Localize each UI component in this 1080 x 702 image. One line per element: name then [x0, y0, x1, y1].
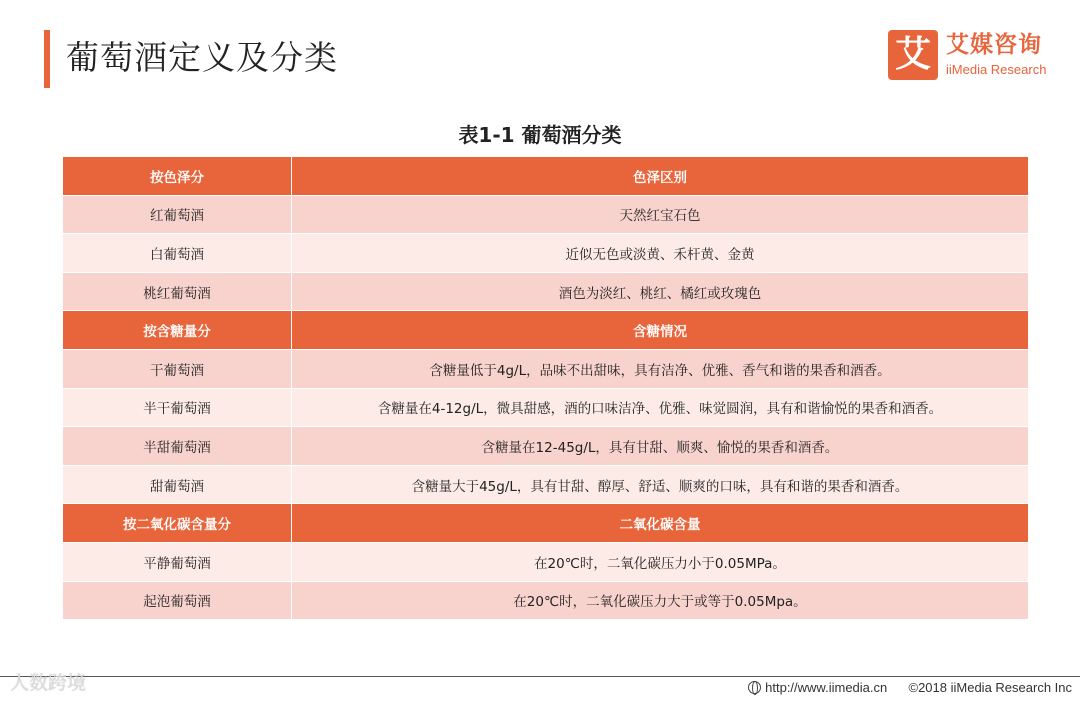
- page-title: 葡萄酒定义及分类: [66, 38, 338, 77]
- section-header-cell: 色泽区别: [292, 157, 1028, 196]
- description-cell: 含糖量在12-45g/L，具有甘甜、顺爽、愉悦的果香和酒香。: [292, 427, 1028, 466]
- section-header-cell: 二氧化碳含量: [292, 504, 1028, 543]
- wine-type-cell: 桃红葡萄酒: [63, 273, 292, 312]
- section-header-row: [63, 157, 1028, 196]
- table-row: [63, 273, 1028, 312]
- wine-type-cell: 平静葡萄酒: [63, 543, 292, 582]
- description-cell: 天然红宝石色: [292, 196, 1028, 235]
- logo-mark-icon: 艾: [888, 30, 938, 80]
- footer: [748, 678, 1072, 698]
- logo-chinese-name: 艾媒咨询: [946, 32, 1042, 58]
- description-cell: 近似无色或淡黄、禾杆黄、金黄: [292, 234, 1028, 273]
- footer-divider: [0, 676, 1080, 677]
- table-row: [63, 427, 1028, 466]
- table-row: [63, 466, 1028, 505]
- description-cell: 含糖量在4-12g/L，微具甜感，酒的口味洁净、优雅、味觉圆润，具有和谐愉悦的果香和酒香。: [292, 389, 1028, 428]
- section-header-cell: 含糖情况: [292, 311, 1028, 350]
- description-cell: 含糖量低于4g/L，品味不出甜味，具有洁净、优雅、香气和谐的果香和酒香。: [292, 350, 1028, 389]
- description-cell: 含糖量大于45g/L，具有甘甜、醇厚、舒适、顺爽的口味，具有和谐的果香和酒香。: [292, 466, 1028, 505]
- iimedia-logo: [888, 30, 1068, 84]
- table-caption: 表1-1 葡萄酒分类: [458, 123, 622, 147]
- wine-type-cell: 起泡葡萄酒: [63, 582, 292, 621]
- footer-url[interactable]: http://www.iimedia.cn: [765, 680, 888, 695]
- wine-type-cell: 红葡萄酒: [63, 196, 292, 235]
- section-header-row: [63, 504, 1028, 543]
- table-row: [63, 234, 1028, 273]
- table-row: [63, 350, 1028, 389]
- section-header-cell: 按二氧化碳含量分: [63, 504, 292, 543]
- section-header-cell: 按含糖量分: [63, 311, 292, 350]
- wine-type-cell: 白葡萄酒: [63, 234, 292, 273]
- globe-icon: [748, 681, 761, 694]
- description-cell: 酒色为淡红、桃红、橘红或玫瑰色: [292, 273, 1028, 312]
- table-row: [63, 389, 1028, 428]
- watermark: 人数跨境: [10, 672, 87, 694]
- wine-type-cell: 半干葡萄酒: [63, 389, 292, 428]
- footer-copyright: ©2018 iiMedia Research Inc: [908, 680, 1072, 695]
- description-cell: 在20℃时，二氧化碳压力小于0.05MPa。: [292, 543, 1028, 582]
- section-header-row: [63, 311, 1028, 350]
- wine-classification-table: [63, 157, 1028, 620]
- table-row: [63, 582, 1028, 621]
- table-row: [63, 543, 1028, 582]
- description-cell: 在20℃时，二氧化碳压力大于或等于0.05Mpa。: [292, 582, 1028, 621]
- title-accent-bar: [44, 30, 50, 88]
- wine-type-cell: 半甜葡萄酒: [63, 427, 292, 466]
- section-header-cell: 按色泽分: [63, 157, 292, 196]
- logo-english-name: iiMedia Research: [946, 62, 1047, 77]
- wine-type-cell: 甜葡萄酒: [63, 466, 292, 505]
- wine-type-cell: 干葡萄酒: [63, 350, 292, 389]
- table-row: [63, 196, 1028, 235]
